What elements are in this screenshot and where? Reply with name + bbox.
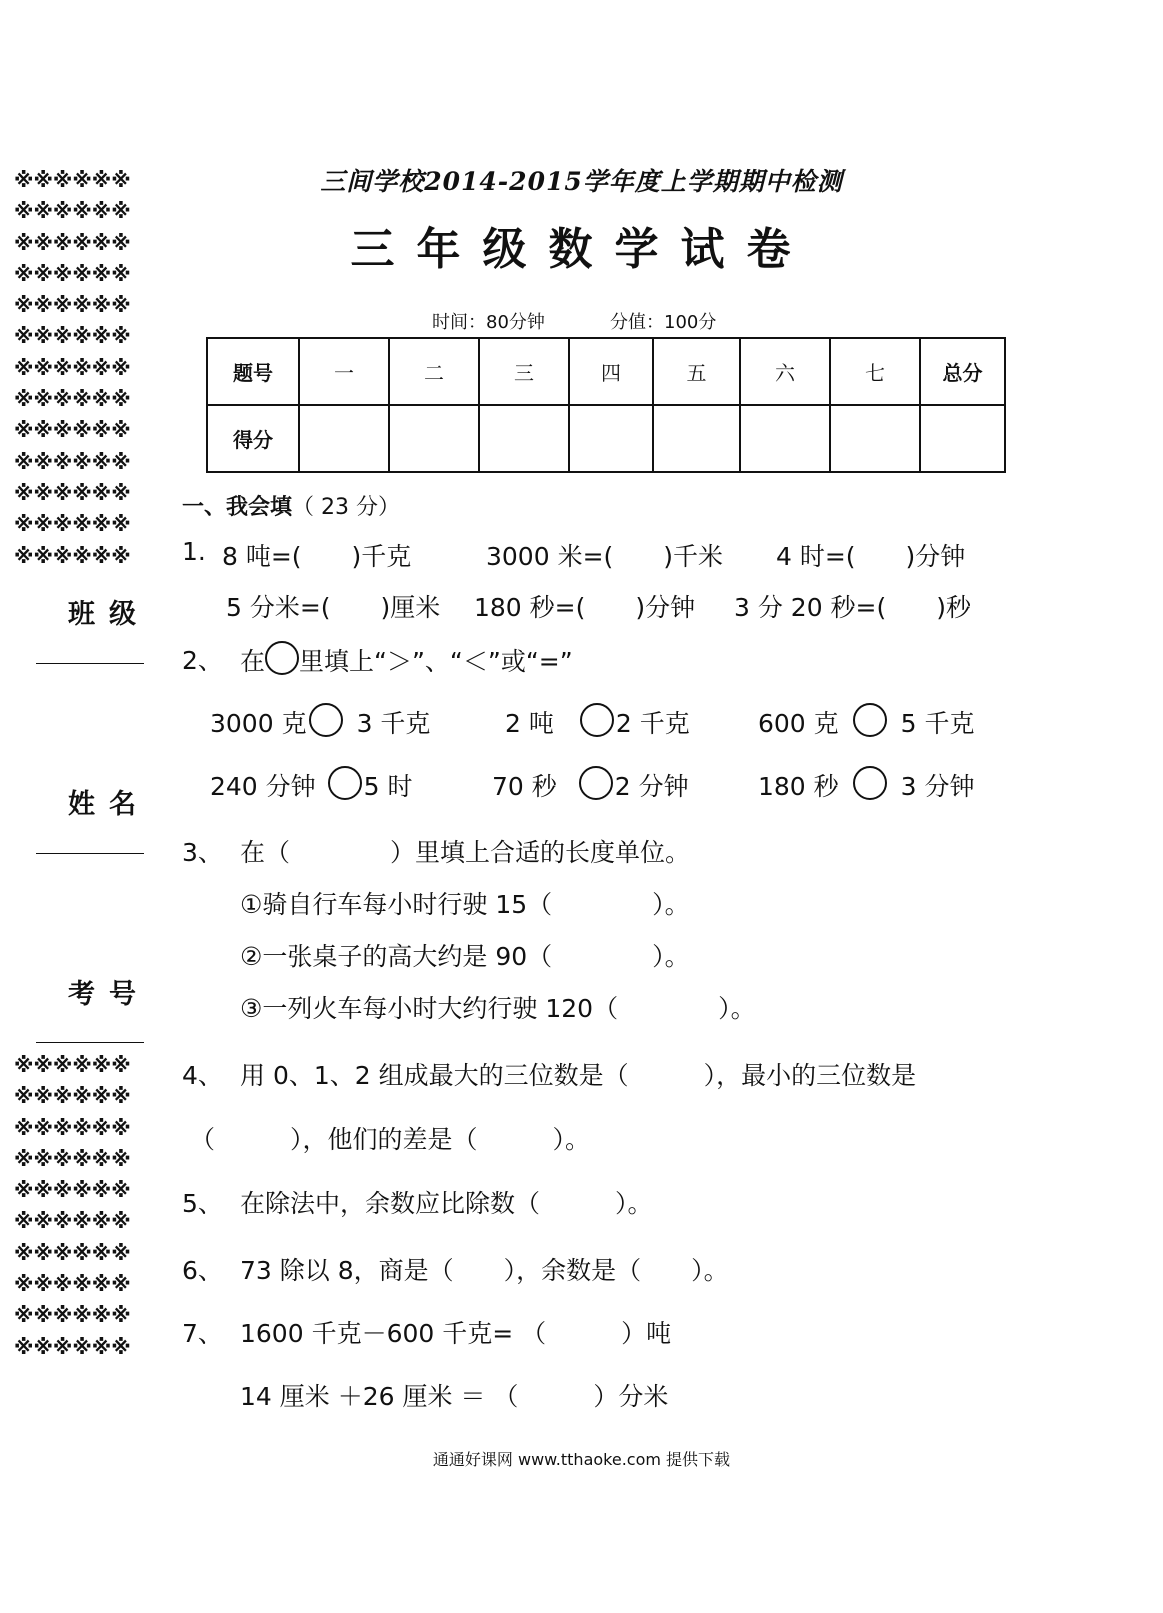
score-label: 得分 bbox=[207, 405, 299, 472]
q1-item: 5 分米=( )厘米 bbox=[226, 593, 441, 622]
q1-number: 1. bbox=[182, 537, 206, 566]
compare-circle-icon[interactable] bbox=[853, 766, 887, 800]
score-table-header-row bbox=[207, 338, 1005, 405]
star-row: ※※※※※※ bbox=[14, 1178, 131, 1203]
q1-item: 180 秒=( )分钟 bbox=[474, 593, 696, 622]
q2-instruction-post: 里填上“＞”、“＜”或“=” bbox=[299, 647, 573, 676]
q5-text: 在除法中，余数应比除数（ ）。 bbox=[240, 1189, 653, 1218]
q7-line-2: 14 厘米 ＋26 厘米 ＝ （ ）分米 bbox=[240, 1382, 669, 1411]
column-header: 六 bbox=[740, 338, 830, 405]
q5-number: 5、 bbox=[182, 1189, 223, 1218]
section-1-prefix: 一、 bbox=[182, 495, 227, 520]
star-row: ※※※※※※ bbox=[14, 199, 131, 224]
star-row: ※※※※※※ bbox=[14, 1053, 131, 1077]
star-row: ※※※※※※ bbox=[14, 261, 131, 286]
q6-number: 6、 bbox=[182, 1256, 223, 1285]
q3-item: ③一列火车每小时大约行驶 120（ ）。 bbox=[240, 994, 756, 1023]
star-row: ※※※※※※ bbox=[14, 512, 131, 537]
score-cell bbox=[830, 405, 920, 472]
star-row: ※※※※※※ bbox=[14, 1272, 131, 1297]
q2-item bbox=[505, 703, 690, 740]
exam-no-blank-line bbox=[36, 1042, 144, 1043]
score-cell bbox=[299, 405, 389, 472]
q2-left: 70 秒 bbox=[492, 772, 557, 801]
star-row: ※※※※※※ bbox=[14, 1146, 131, 1171]
q2-left: 600 克 bbox=[758, 709, 839, 738]
star-row: ※※※※※※ bbox=[14, 1115, 131, 1140]
column-header: 一 bbox=[299, 338, 389, 405]
exam-subtitle: 三间学校2014-2015学年度上学期期中检测 bbox=[320, 167, 843, 196]
column-header: 四 bbox=[569, 338, 653, 405]
exam-no-label: 考号 bbox=[68, 979, 150, 1010]
q1-item: 4 时=( )分钟 bbox=[776, 542, 966, 571]
q4-line-2: （ ），他们的差是（ ）。 bbox=[190, 1125, 591, 1154]
star-row: ※※※※※※ bbox=[14, 230, 131, 255]
exam-time: 时间：80分钟 bbox=[432, 312, 545, 333]
star-row: ※※※※※※ bbox=[14, 168, 131, 192]
star-row: ※※※※※※ bbox=[14, 1334, 131, 1359]
compare-circle-icon[interactable] bbox=[580, 703, 614, 737]
star-row: ※※※※※※ bbox=[14, 480, 131, 505]
name-blank-line bbox=[36, 853, 144, 854]
section-1-points: （ 23 分） bbox=[292, 495, 401, 520]
star-row: ※※※※※※ bbox=[14, 293, 131, 318]
class-blank-line bbox=[36, 663, 144, 664]
q2-item bbox=[492, 766, 689, 803]
q1-item: 8 吨=( )千克 bbox=[222, 542, 412, 571]
star-row: ※※※※※※ bbox=[14, 1209, 131, 1234]
q2-number: 2、 bbox=[182, 646, 223, 675]
section-1-title: 我会填 bbox=[226, 495, 293, 520]
column-header: 五 bbox=[653, 338, 740, 405]
q2-left: 180 秒 bbox=[758, 772, 839, 801]
compare-circle-icon[interactable] bbox=[309, 703, 343, 737]
section-1-heading bbox=[182, 490, 400, 521]
q2-left: 2 吨 bbox=[505, 709, 554, 738]
star-row: ※※※※※※ bbox=[14, 324, 131, 349]
score-table bbox=[206, 337, 1006, 473]
star-row: ※※※※※※ bbox=[14, 543, 131, 568]
q2-instruction bbox=[240, 641, 573, 678]
q2-instruction-pre: 在 bbox=[240, 647, 266, 676]
class-label: 班级 bbox=[68, 599, 150, 630]
score-cell bbox=[569, 405, 653, 472]
footer-source: 通通好课网 www.tthaoke.com 提供下载 bbox=[432, 1450, 731, 1469]
q3-number: 3、 bbox=[182, 838, 223, 867]
exam-title: 三年级数学试卷 bbox=[350, 224, 813, 275]
q2-right: 3 分钟 bbox=[900, 772, 975, 801]
score-table-score-row bbox=[207, 405, 1005, 472]
score-cell bbox=[389, 405, 479, 472]
star-row: ※※※※※※ bbox=[14, 1240, 131, 1265]
q1-item: 3000 米=( )千米 bbox=[486, 542, 724, 571]
compare-circle-icon[interactable] bbox=[579, 766, 613, 800]
q2-right: 5 千克 bbox=[900, 709, 975, 738]
star-row: ※※※※※※ bbox=[14, 387, 131, 412]
score-cell bbox=[920, 405, 1005, 472]
q7-number: 7、 bbox=[182, 1319, 223, 1348]
star-row: ※※※※※※ bbox=[14, 1303, 131, 1328]
q2-item bbox=[210, 766, 413, 803]
q3-item: ②一张桌子的高大约是 90（ ）。 bbox=[240, 942, 690, 971]
q2-right: 3 千克 bbox=[356, 709, 431, 738]
column-header: 三 bbox=[479, 338, 569, 405]
score-cell bbox=[740, 405, 830, 472]
star-row: ※※※※※※ bbox=[14, 355, 131, 380]
q2-item bbox=[758, 703, 975, 740]
q2-right: 2 千克 bbox=[615, 709, 690, 738]
q2-right: 2 分钟 bbox=[614, 772, 689, 801]
q1-item: 3 分 20 秒=( )秒 bbox=[734, 593, 972, 622]
q3-instruction: 在（ ）里填上合适的长度单位。 bbox=[240, 838, 691, 867]
score-cell bbox=[653, 405, 740, 472]
compare-circle-icon[interactable] bbox=[853, 703, 887, 737]
exam-score-value: 分值：100分 bbox=[610, 312, 717, 333]
q6-text: 73 除以 8，商是（ ），余数是（ ）。 bbox=[240, 1256, 729, 1285]
q7-line-1: 1600 千克－600 千克= （ ）吨 bbox=[240, 1319, 672, 1348]
column-header: 二 bbox=[389, 338, 479, 405]
compare-circle-icon bbox=[265, 641, 299, 675]
q2-left: 240 分钟 bbox=[210, 772, 316, 801]
total-label: 总分 bbox=[920, 338, 1005, 405]
score-cell bbox=[479, 405, 569, 472]
name-label: 姓名 bbox=[68, 789, 150, 820]
question-number-label: 题号 bbox=[207, 338, 299, 405]
q4-line-1: 用 0、1、2 组成最大的三位数是（ ），最小的三位数是 bbox=[240, 1061, 917, 1090]
star-row: ※※※※※※ bbox=[14, 418, 131, 443]
q3-item: ①骑自行车每小时行驶 15（ ）。 bbox=[240, 890, 690, 919]
column-header: 七 bbox=[830, 338, 920, 405]
q2-right: 5 时 bbox=[363, 772, 413, 801]
q4-number: 4、 bbox=[182, 1061, 223, 1090]
q2-item bbox=[210, 703, 430, 740]
q2-left: 3000 克 bbox=[210, 709, 307, 738]
star-row: ※※※※※※ bbox=[14, 1084, 131, 1109]
star-row: ※※※※※※ bbox=[14, 449, 131, 474]
q2-item bbox=[758, 766, 975, 803]
compare-circle-icon[interactable] bbox=[328, 766, 362, 800]
margin-star-block-bottom bbox=[14, 1050, 146, 1363]
